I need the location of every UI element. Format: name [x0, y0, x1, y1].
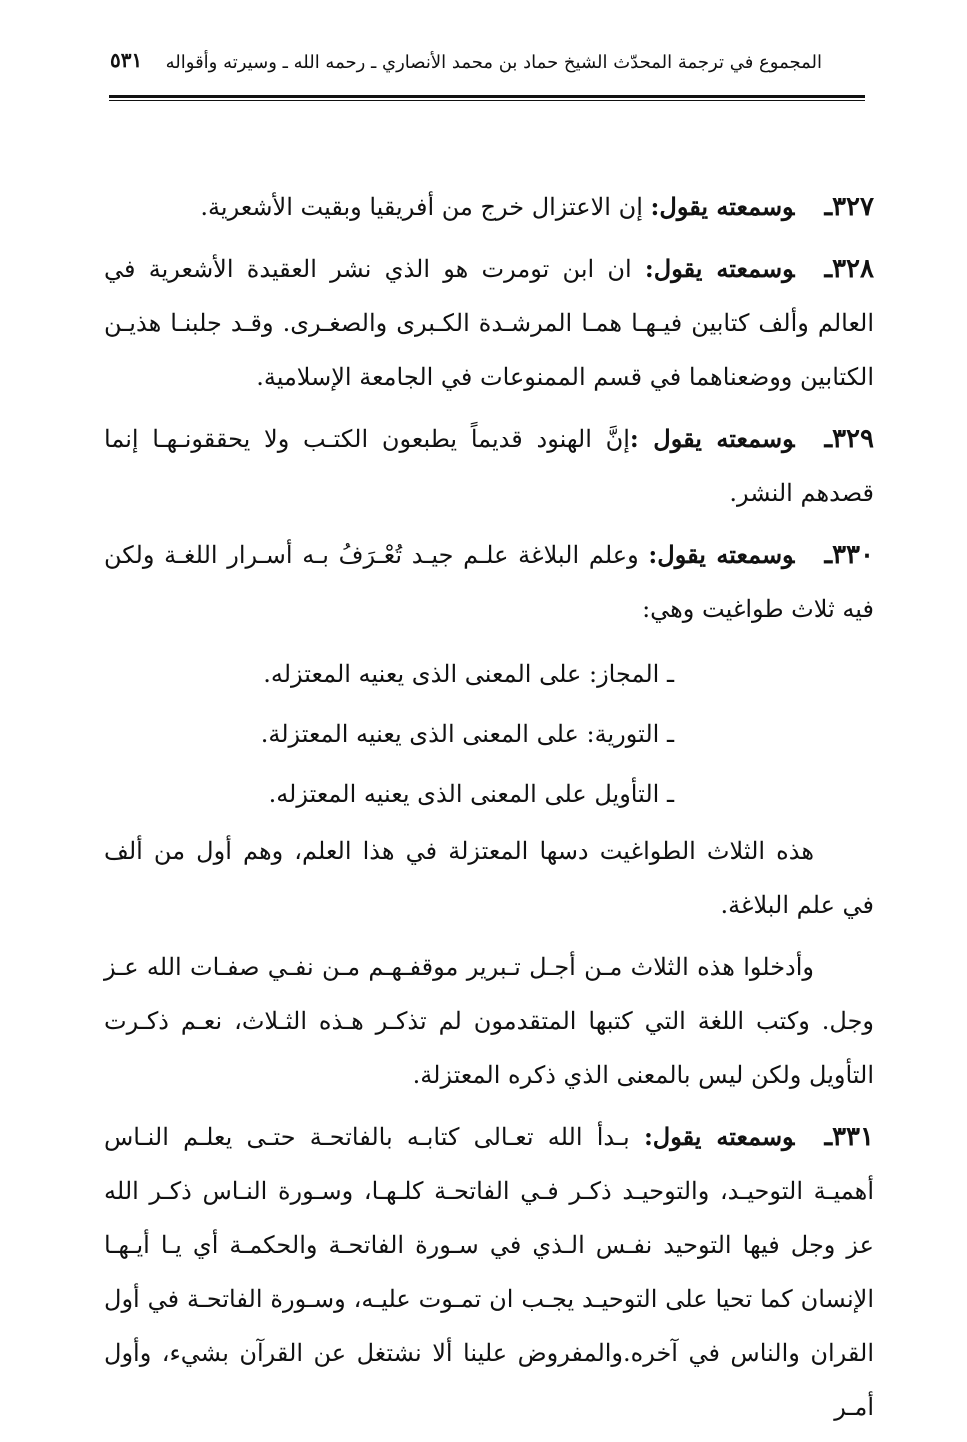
entry-328	[104, 242, 874, 404]
entry-attribution: وسمعته يقول:	[650, 192, 795, 221]
running-header	[100, 44, 822, 84]
entry-text: وعلم البلاغة علـم جيـد تُعْـرَفُ بـه أسـرار اللغـة ولكن فيه ثلاث طواغيت وهي:	[104, 541, 874, 623]
entry-329	[104, 412, 874, 520]
entry-330	[104, 528, 874, 636]
entry-text: إنَّ الهنود قديماً يطبعون الكتـب ولا يحققونـهـا إنما قصدهم النشر.	[104, 425, 874, 507]
list-item: ـ المجاز: على المعنى الذى يعنيه المعتزله.	[263, 660, 674, 688]
bullet-list	[104, 644, 874, 824]
entry-text: بـدأ الله تعـالى كتابـه بالفاتحـة حتـى يعلـم النـاس أهميـة التوحيـد، والتوحيـد ذكـر فـي الفاتحـة كلـهـا، وسـورة النـاس ذكـر الله عز وجل فيها التوحيد نفـس الـذي في سـورة الفاتحـة والحكمـة أي يـا أيـهـا الإنسان كما تحيا على التوحيـد يجـب ان تمـوت عليـه، وسـورة الفاتحـة في أول القران والناس في آخره.والمفروض علينا ألا نشتغل عن القرآن بشيء، وأول أمـر	[104, 1123, 874, 1421]
entry-text: إن الاعتزال خرج من أفريقيا وبقيت الأشعرية.	[200, 193, 651, 221]
paragraph: وأدخلوا هذه الثلاث مـن أجـل تـبرير موقفـهـم مـن نفـي صفـات الله عـز وجل. وكتب اللغة التي كتبها المتقدمون لم تذكـر هـذه الثـلاث، نعـم ذكـرت التأويل ولكن ليس بالمعنى الذي ذكره المعتزلة.	[104, 953, 874, 1089]
entry-attribution: وسمعته يقول:	[643, 1122, 795, 1151]
header-rule	[109, 95, 865, 98]
page-body	[104, 180, 874, 1442]
entry-attribution: وسمعته يقول:	[644, 254, 795, 283]
entry-number: ٣٢٨ـ	[824, 254, 874, 284]
entry-text: ان ابن تومرت هو الذي نشر العقيدة الأشعرية في العالم وألف كتابين فيـهـا همـا المرشـدة الكـبرى والصغـرى. وقـد جلبنـا هذيـن الكتابين ووضعناهما في قسم الممنوعات في الجامعة الإسلامية.	[104, 255, 874, 391]
page-number: ٥٣١	[110, 48, 143, 72]
entry-attribution: وسمعته يقول :	[629, 424, 795, 453]
entry-number: ٣٣١ـ	[824, 1122, 874, 1152]
entry-number: ٣٣٠ـ	[824, 540, 874, 570]
list-item: ـ التأويل على المعنى الذى يعنيه المعتزله.	[268, 780, 674, 808]
entry-number: ٣٢٩ـ	[824, 424, 874, 454]
entry-331	[104, 1110, 874, 1434]
entry-attribution: وسمعته يقول:	[648, 540, 795, 569]
entry-number: ٣٢٧ـ	[824, 192, 874, 222]
header-rule-thin	[109, 100, 865, 101]
list-item: ـ التورية: على المعنى الذى يعنيه المعتزلة.	[260, 720, 674, 748]
header-title: المجموع في ترجمة المحدّث الشيخ حماد بن محمد الأنصاري ـ رحمه الله ـ وسيرته وأقواله	[165, 52, 822, 73]
entry-327	[104, 180, 874, 234]
paragraph: هذه الثلاث الطواغيت دسها المعتزلة في هذا العلم، وهم أول من ألف في علم البلاغة.	[104, 837, 874, 919]
